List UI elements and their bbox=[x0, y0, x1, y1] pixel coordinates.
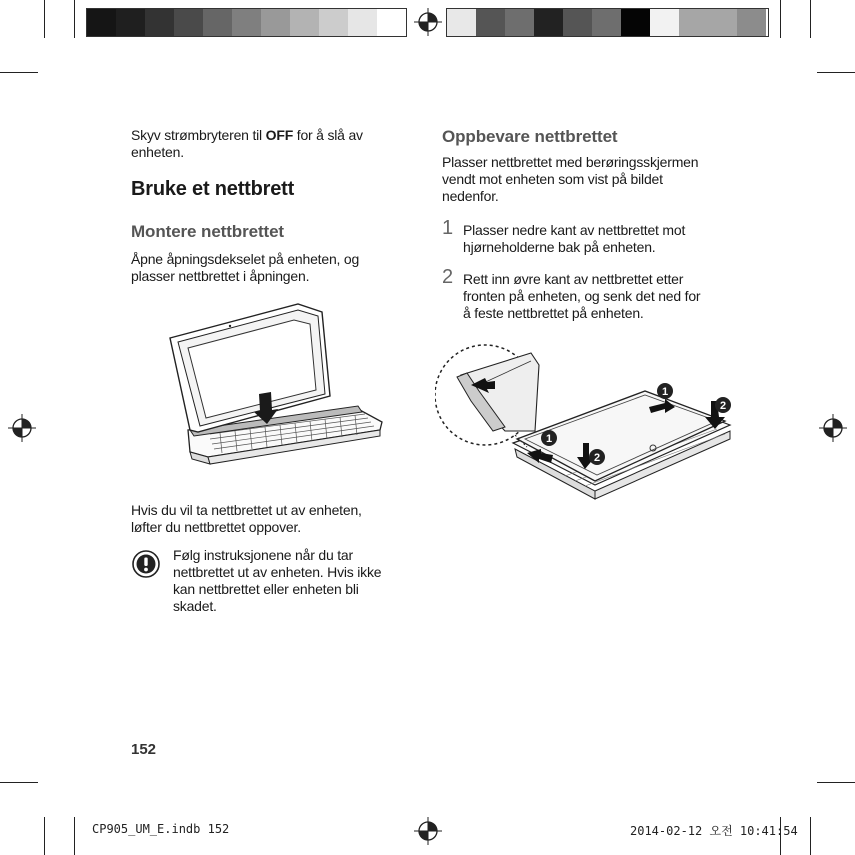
footer-file-info: CP905_UM_E.indb 152 bbox=[92, 822, 230, 836]
calibration-swatch bbox=[679, 9, 708, 36]
calibration-swatch bbox=[145, 9, 174, 36]
mount-paragraph bbox=[131, 251, 401, 285]
calibration-swatch bbox=[708, 9, 737, 36]
intro-text-pre: Skyv strømbryteren til bbox=[131, 127, 266, 143]
mount-text-line2: plasser nettbrettet i åpningen. bbox=[131, 268, 310, 284]
subsection-title-store: Oppbevare nettbrettet bbox=[442, 127, 618, 146]
caution-line3: kan nettbrettet eller enheten bli bbox=[173, 581, 359, 597]
calibration-swatch bbox=[232, 9, 261, 36]
calibration-swatch bbox=[563, 9, 592, 36]
tablet-dock-illustration bbox=[160, 302, 390, 482]
registration-mark-right-icon bbox=[817, 412, 849, 444]
page-number: 152 bbox=[131, 741, 157, 758]
registration-mark-top-icon bbox=[412, 6, 444, 38]
intro-text-bold: OFF bbox=[265, 127, 294, 143]
section-title: Bruke et nettbrett bbox=[131, 178, 295, 200]
step-2-line1: Rett inn øvre kant av nettbrettet etter bbox=[463, 271, 684, 287]
caution-line4: skadet. bbox=[173, 598, 217, 614]
calibration-swatch bbox=[377, 9, 406, 36]
calibration-swatch bbox=[737, 9, 766, 36]
store-text-line1: Plasser nettbrettet med berøringsskjermen bbox=[442, 154, 699, 170]
tablet-storage-illustration bbox=[435, 335, 745, 510]
svg-text:2: 2 bbox=[719, 400, 727, 412]
calibration-swatch bbox=[203, 9, 232, 36]
svg-text:1: 1 bbox=[661, 386, 669, 398]
marker-1b bbox=[541, 430, 557, 446]
calibration-swatch bbox=[319, 9, 348, 36]
svg-text:1: 1 bbox=[545, 433, 553, 445]
mount-text-line1: Åpne åpningsdekselet på enheten, og bbox=[131, 251, 360, 267]
calibration-swatch bbox=[174, 9, 203, 36]
caution-note bbox=[173, 547, 413, 615]
intro-text-line2: enheten. bbox=[131, 144, 184, 160]
step-text bbox=[463, 222, 733, 256]
svg-text:2: 2 bbox=[593, 452, 601, 464]
intro-text-post: for å slå av bbox=[293, 127, 363, 143]
step-1-line1: Plasser nedre kant av nettbrettet mot bbox=[463, 222, 686, 238]
step-1-line2: hjørneholderne bak på enheten. bbox=[463, 239, 656, 255]
calibration-swatch bbox=[290, 9, 319, 36]
remove-text-line1: Hvis du vil ta nettbrettet ut av enheten, bbox=[131, 502, 362, 518]
footer-timestamp: 2014-02-12 오전 10:41:54 bbox=[630, 824, 798, 838]
caution-line1: Følg instruksjonene når du tar bbox=[173, 547, 353, 563]
caution-line2: nettbrettet ut av enheten. Hvis ikke bbox=[173, 564, 382, 580]
remove-text-line2: løfter du nettbrettet oppover. bbox=[131, 519, 301, 535]
marker-2a bbox=[715, 397, 731, 413]
calibration-swatch bbox=[650, 9, 679, 36]
remove-paragraph bbox=[131, 502, 411, 536]
calibration-swatch bbox=[534, 9, 563, 36]
calibration-swatch bbox=[116, 9, 145, 36]
caution-icon bbox=[131, 549, 161, 579]
step-number: 2 bbox=[442, 266, 454, 288]
calibration-swatch bbox=[592, 9, 621, 36]
registration-mark-left-icon bbox=[6, 412, 38, 444]
marker-1a bbox=[657, 383, 673, 399]
calibration-swatch bbox=[476, 9, 505, 36]
step-2-line3: å feste nettbrettet på enheten. bbox=[463, 305, 644, 321]
calibration-swatch bbox=[621, 9, 650, 36]
marker-2b bbox=[589, 449, 605, 465]
calibration-swatch bbox=[87, 9, 116, 36]
store-paragraph bbox=[442, 154, 732, 205]
calibration-swatch bbox=[261, 9, 290, 36]
calibration-swatch bbox=[447, 9, 476, 36]
calibration-swatch bbox=[505, 9, 534, 36]
step-number: 1 bbox=[442, 217, 454, 239]
store-text-line2: vendt mot enheten som vist på bildet bbox=[442, 171, 663, 187]
subsection-title-mount: Montere nettbrettet bbox=[131, 222, 284, 241]
step-text bbox=[463, 271, 733, 322]
store-text-line3: nedenfor. bbox=[442, 188, 499, 204]
step-2-line2: fronten på enheten, og senk det ned for bbox=[463, 288, 701, 304]
intro-paragraph bbox=[131, 127, 401, 161]
calibration-swatch bbox=[348, 9, 377, 36]
registration-mark-bottom-icon bbox=[412, 815, 444, 847]
